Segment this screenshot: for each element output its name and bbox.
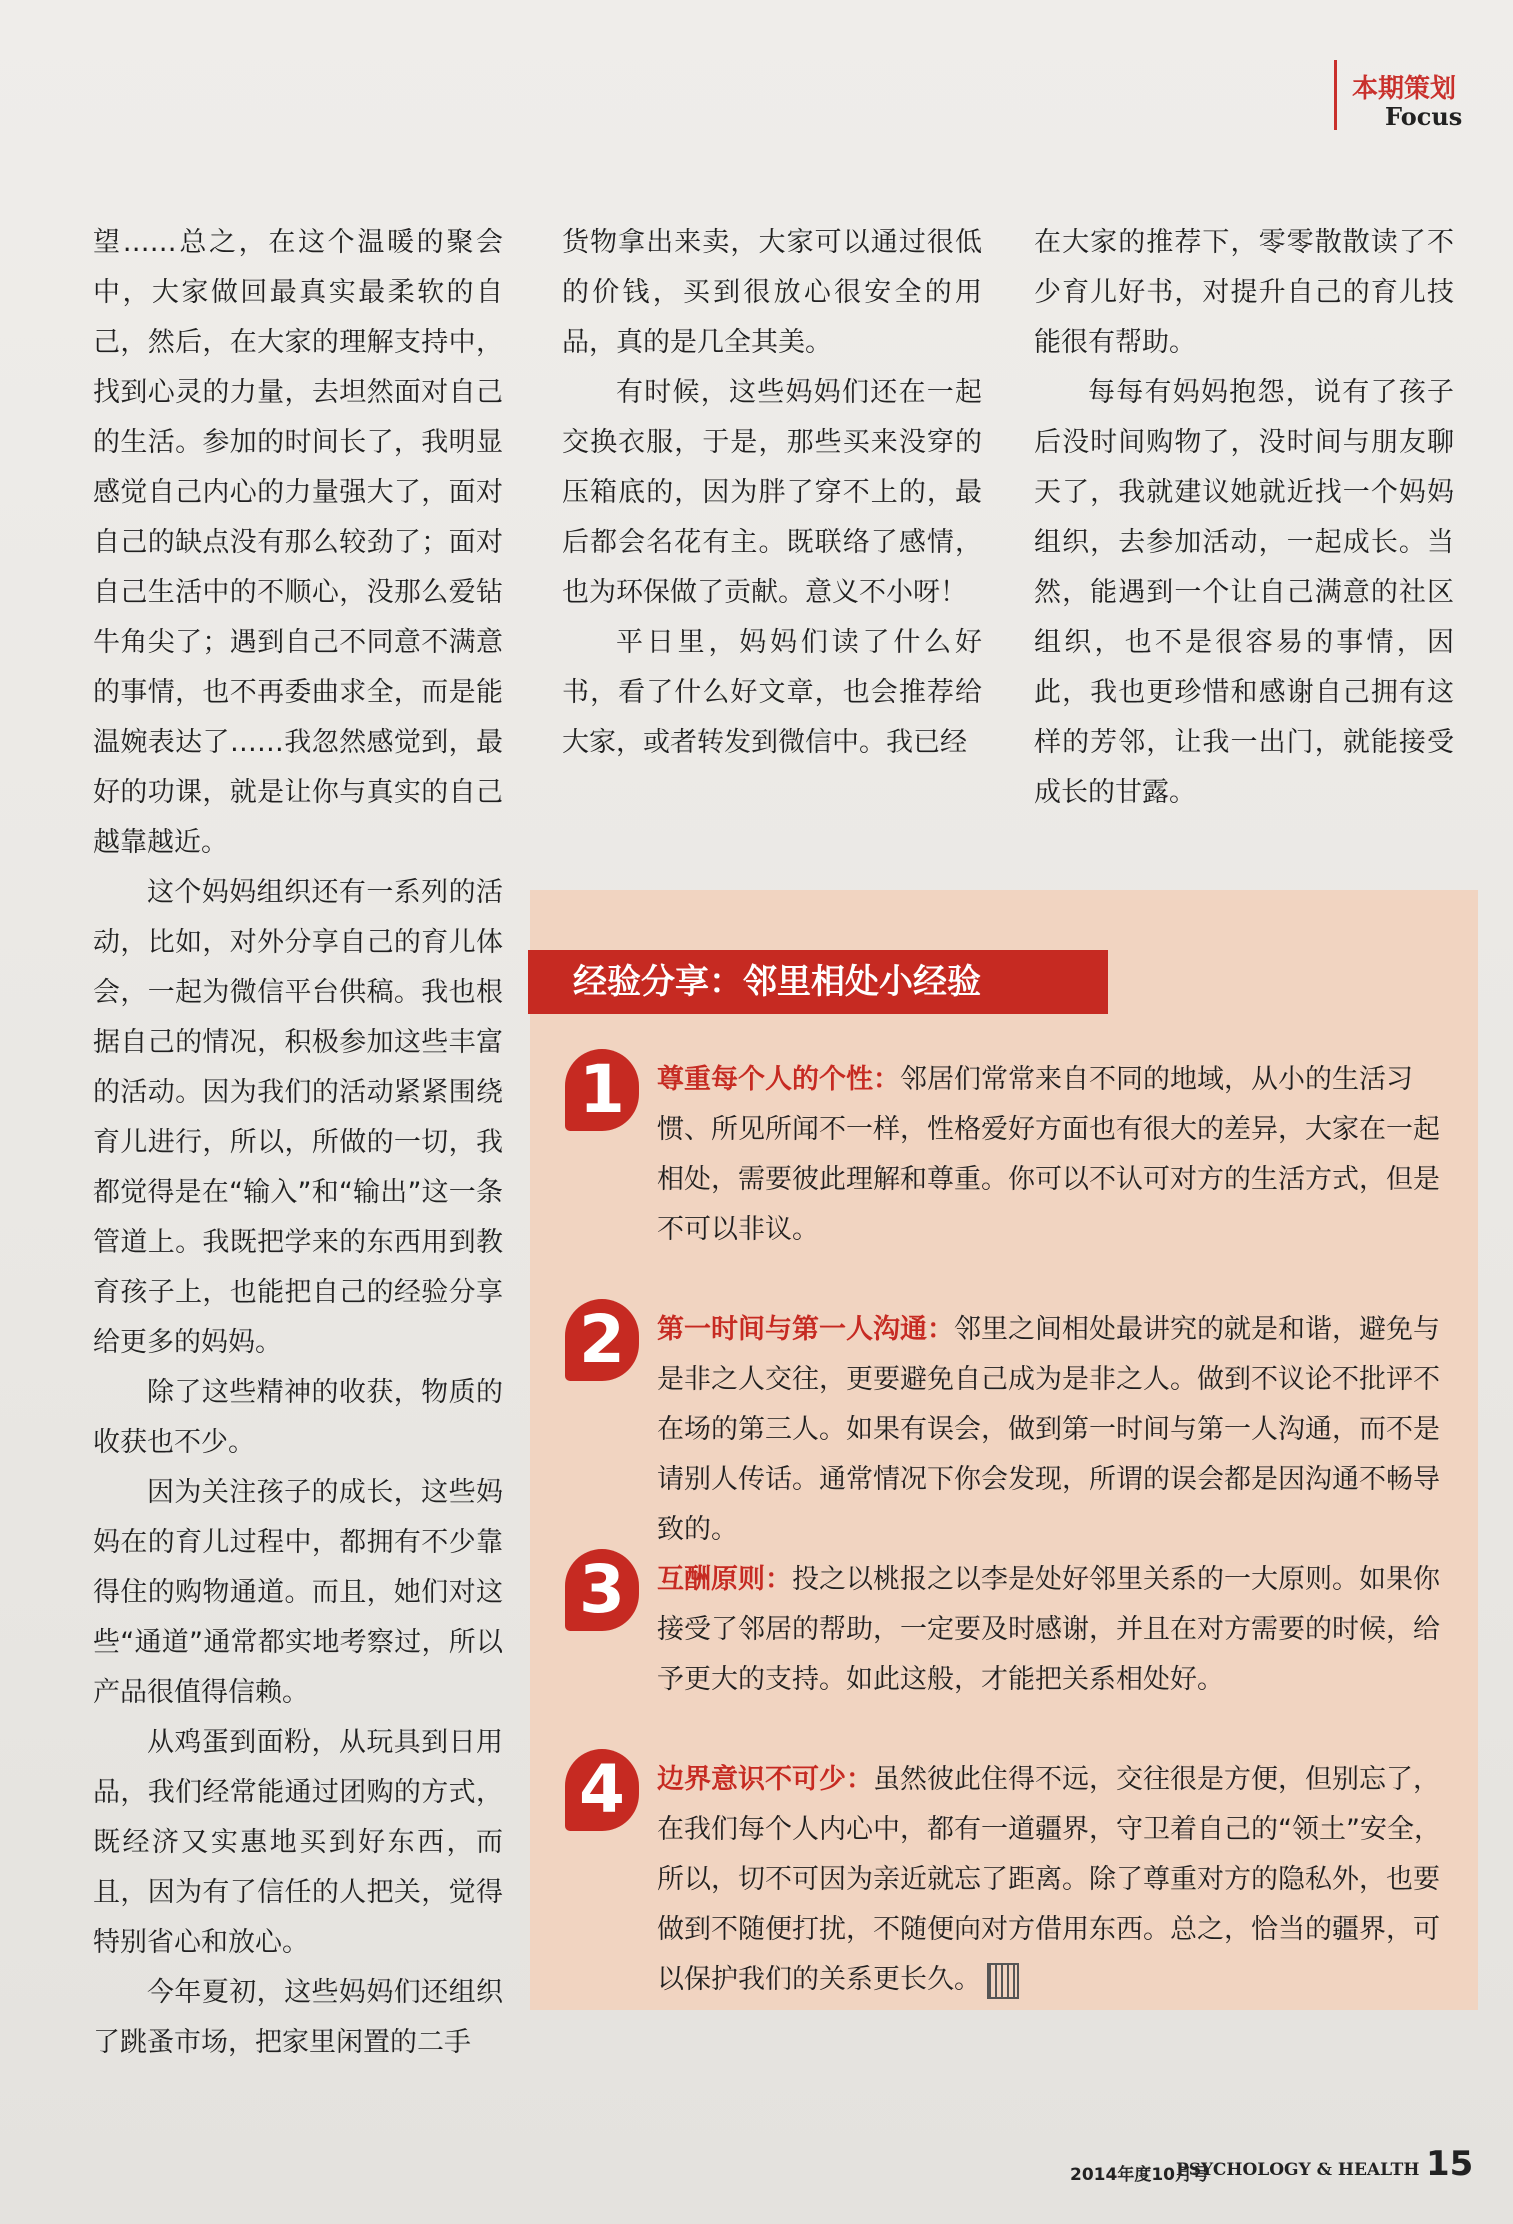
number-badge: 1 (565, 1049, 639, 1131)
tip-body: 投之以桃报之以李是处好邻里关系的一大原则。如果你接受了邻居的帮助，一定要及时感谢，并且在对方需要的时候，给予更大的支持。如此这般，才能把关系相处好。 (657, 1564, 1440, 1695)
paragraph: 每每有妈妈抱怨，说有了孩子后没时间购物了，没时间与朋友聊天了，我就建议她就近找一个妈妈组织，去参加活动，一起成长。当然，能遇到一个让自己满意的社区组织，也不是很容易的事情，因此，我也更珍惜和感谢自己拥有这样的芳邻，让我一出门，就能接受成长的甘露。 (1034, 377, 1454, 808)
paragraph: 在大家的推荐下，零零散散读了不少育儿好书，对提升自己的育儿技能很有帮助。 (1034, 227, 1454, 358)
tip-heading: 边界意识不可少： (657, 1764, 873, 1795)
tip-item (565, 1301, 1465, 1555)
magazine-name: PSYCHOLOGY & HEALTH (1176, 2160, 1420, 2180)
paragraph: 从鸡蛋到面粉，从玩具到日用品，我们经常能通过团购的方式，既经济又实惠地买到好东西，而且，因为有了信任的人把关，觉得特别省心和放心。 (93, 1727, 503, 1958)
tip-heading: 第一时间与第一人沟通： (657, 1314, 954, 1345)
page-number: 15 (1426, 2144, 1474, 2184)
paragraph: 望……总之，在这个温暖的聚会中，大家做回最真实最柔软的自己，然后，在大家的理解支持中，找到心灵的力量，去坦然面对自己的生活。参加的时间长了，我明显感觉自己内心的力量强大了，面对自己的缺点没有那么较劲了；面对自己生活中的不顺心，没那么爱钻牛角尖了；遇到自己不同意不满意的事情，也不再委曲求全，而是能温婉表达了……我忽然感觉到，最好的功课，就是让你与真实的自己越靠越近。 (93, 227, 503, 858)
paragraph: 除了这些精神的收获，物质的收获也不少。 (93, 1377, 503, 1458)
header-divider (1334, 60, 1337, 130)
tip-body: 邻居们常常来自不同的地域，从小的生活习惯、所见所闻不一样，性格爱好方面也有很大的差异，大家在一起相处，需要彼此理解和尊重。你可以不认可对方的生活方式，但是不可以非议。 (657, 1064, 1440, 1245)
tip-heading: 互酬原则： (657, 1564, 792, 1595)
paragraph: 这个妈妈组织还有一系列的活动，比如，对外分享自己的育儿体会，一起为微信平台供稿。我也根据自己的情况，积极参加这些丰富的活动。因为我们的活动紧紧围绕育儿进行，所以，所做的一切，我都觉得是在“输入”和“输出”这一条管道上。我既把学来的东西用到教育孩子上，也能把自己的经验分享给更多的妈妈。 (93, 877, 503, 1358)
tips-title: 经验分享：邻里相处小经验 (528, 950, 1108, 1014)
end-mark-icon (987, 1963, 1019, 1999)
column-1 (93, 218, 503, 2068)
tip-heading: 尊重每个人的个性： (657, 1064, 900, 1095)
number-badge: 4 (565, 1749, 639, 1831)
number-badge: 3 (565, 1549, 639, 1631)
column-2 (562, 218, 982, 768)
issue-label: 2014年度10月号 (1070, 2165, 1209, 2185)
tip-item (565, 1751, 1465, 2005)
tip-body: 邻里之间相处最讲究的就是和谐，避免与是非之人交往，更要避免自己成为是非之人。做到不议论不批评不在场的第三人。如果有误会，做到第一时间与第一人沟通，而不是请别人传话。通常情况下你会发现，所谓的误会都是因沟通不畅导致的。 (657, 1314, 1440, 1545)
paragraph: 有时候，这些妈妈们还在一起交换衣服，于是，那些买来没穿的压箱底的，因为胖了穿不上的，最后都会名花有主。既联络了感情，也为环保做了贡献。意义不小呀！ (562, 377, 982, 608)
tip-item (565, 1551, 1465, 1705)
paragraph: 因为关注孩子的成长，这些妈妈在的育儿过程中，都拥有不少靠得住的购物通道。而且，她们对这些“通道”通常都实地考察过，所以产品很值得信赖。 (93, 1477, 503, 1708)
paragraph: 平日里，妈妈们读了什么好书，看了什么好文章，也会推荐给大家，或者转发到微信中。我已经 (562, 627, 982, 758)
section-title: 本期策划 (1352, 74, 1457, 104)
paragraph: 货物拿出来卖，大家可以通过很低的价钱，买到很放心很安全的用品，真的是几全其美。 (562, 227, 982, 358)
paragraph: 今年夏初，这些妈妈们还组织了跳蚤市场，把家里闲置的二手 (93, 1977, 503, 2058)
section-subtitle: Focus (1385, 102, 1463, 131)
column-3 (1034, 218, 1454, 818)
number-badge: 2 (565, 1299, 639, 1381)
tip-item (565, 1051, 1465, 1255)
tip-body: 虽然彼此住得不远，交往很是方便，但别忘了，在我们每个人内心中，都有一道疆界，守卫着自己的“领土”安全，所以，切不可因为亲近就忘了距离。除了尊重对方的隐私外，也要做到不随便打扰，不随便向对方借用东西。总之，恰当的疆界，可以保护我们的关系更长久。 (657, 1764, 1441, 1995)
